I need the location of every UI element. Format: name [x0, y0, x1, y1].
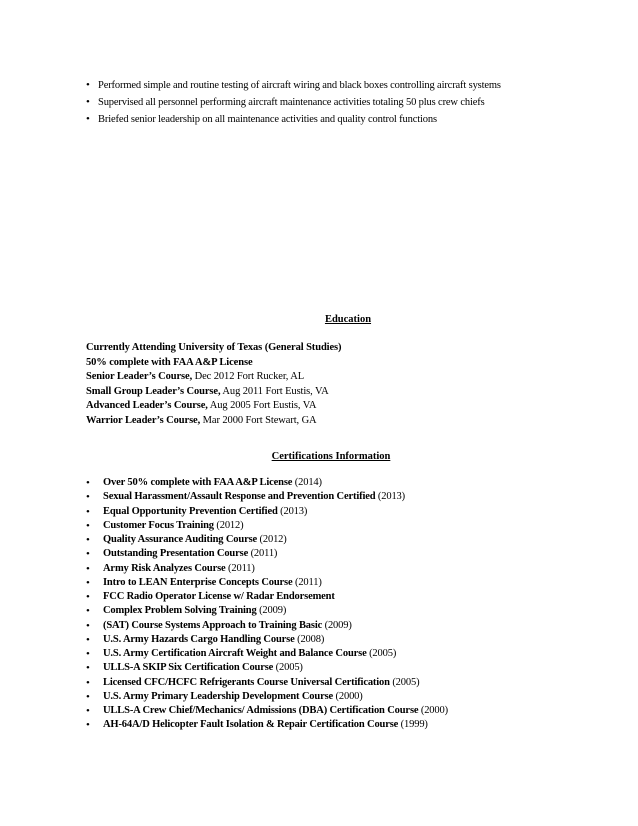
- education-entry-title: Warrior Leader’s Course,: [86, 414, 201, 426]
- certification-year: (2012): [213, 519, 244, 531]
- education-heading: Education: [324, 314, 372, 325]
- certification-name: U.S. Army Primary Leadership Development Course: [103, 690, 334, 702]
- certification-item: [86, 647, 606, 661]
- duties-list: [86, 77, 606, 128]
- certification-year: (2005): [389, 676, 420, 688]
- certification-item: [86, 604, 606, 618]
- education-entry: [86, 341, 586, 356]
- education-entry-title: Advanced Leader’s Course,: [86, 400, 208, 412]
- certification-item: [86, 619, 606, 633]
- certification-name: Licensed CFC/HCFC Refrigerants Course Universal Certification: [103, 676, 390, 688]
- certification-name: AH-64A/D Helicopter Fault Isolation & Repair Certification Course: [103, 719, 399, 731]
- certification-year: (2009): [256, 605, 287, 617]
- certification-item: [86, 676, 606, 690]
- education-entry: [86, 370, 586, 385]
- education-entry-details: Mar 2000 Fort Stewart, GA: [200, 414, 317, 426]
- certification-year: (2009): [322, 619, 352, 631]
- certification-name: (SAT) Course Systems Approach to Training Basic: [103, 619, 323, 631]
- certification-year: (2005): [273, 662, 303, 674]
- education-entry-title: 50% complete with FAA A&P License: [86, 356, 253, 368]
- certification-year: (2012): [257, 534, 287, 545]
- certification-item: [86, 519, 606, 533]
- certification-name: U.S. Army Certification Aircraft Weight and Balance Course: [103, 648, 367, 659]
- certification-year: (2008): [294, 633, 325, 645]
- certification-name: Equal Opportunity Prevention Certified: [103, 505, 278, 517]
- certification-name: ULLS-A Crew Chief/Mechanics/ Admissions (DBA) Certification Course: [103, 705, 419, 716]
- certifications-list: [86, 476, 606, 733]
- certification-item: [86, 533, 606, 547]
- certification-year: (1999): [398, 719, 428, 731]
- certification-item: [86, 490, 606, 504]
- education-entry: [86, 414, 586, 429]
- certification-name: Complex Problem Solving Training: [103, 605, 257, 617]
- certification-year: (2011): [248, 548, 278, 560]
- certification-item: [86, 718, 606, 732]
- certification-year: (2013): [277, 505, 308, 517]
- certification-year: (2013): [375, 491, 405, 503]
- certification-item: [86, 505, 606, 519]
- certification-year: (2005): [366, 648, 397, 659]
- certification-item: [86, 576, 606, 590]
- education-entry-details: Aug 2011 Fort Eustis, VA: [220, 385, 329, 397]
- education-entry: [86, 385, 586, 400]
- certification-year: (2011): [292, 576, 322, 588]
- education-section: [86, 341, 586, 429]
- certification-item: [86, 547, 606, 561]
- education-entry: [86, 399, 586, 414]
- certification-name: Sexual Harassment/Assault Response and Prevention Certified: [103, 491, 376, 503]
- certification-item: [86, 590, 606, 604]
- certification-name: ULLS-A SKIP Six Certification Course: [103, 662, 274, 674]
- duty-item: • Briefed senior leadership on all maintenance activities and quality control functions: [86, 111, 606, 128]
- certification-item: [86, 690, 606, 704]
- education-entry-title: Currently Attending University of Texas (General Studies): [86, 342, 342, 353]
- certification-year: (2000): [418, 705, 448, 716]
- certification-name: Army Risk Analyzes Course: [103, 562, 226, 574]
- certification-item: [86, 562, 606, 576]
- certifications-heading: Certifications Information: [271, 451, 391, 462]
- education-entry-title: Senior Leader’s Course,: [86, 371, 193, 383]
- certification-item: [86, 633, 606, 647]
- certification-name: Over 50% complete with FAA A&P License: [103, 477, 293, 488]
- certification-item: [86, 661, 606, 675]
- certification-name: Intro to LEAN Enterprise Concepts Course: [103, 576, 293, 588]
- certification-item: [86, 476, 606, 490]
- certification-name: FCC Radio Operator License w/ Radar Endorsement: [103, 591, 335, 602]
- certification-year: (2011): [225, 562, 255, 574]
- certification-name: Outstanding Presentation Course: [103, 548, 249, 560]
- certification-name: Customer Focus Training: [103, 519, 214, 531]
- education-entry-details: Aug 2005 Fort Eustis, VA: [207, 400, 317, 412]
- certification-year: (2014): [292, 477, 322, 488]
- certification-year: (2000): [333, 690, 363, 702]
- education-entry: [86, 356, 586, 371]
- duty-item: • Performed simple and routine testing of aircraft wiring and black boxes controlling aircraft systems: [86, 77, 606, 94]
- certification-item: [86, 704, 606, 718]
- duty-item: • Supervised all personnel performing aircraft maintenance activities totaling 50 plus crew chiefs: [86, 94, 606, 111]
- education-entry-details: Dec 2012 Fort Rucker, AL: [192, 371, 305, 383]
- education-entry-title: Small Group Leader’s Course,: [86, 385, 221, 397]
- certification-name: Quality Assurance Auditing Course: [103, 534, 258, 545]
- certification-name: U.S. Army Hazards Cargo Handling Course: [103, 633, 295, 645]
